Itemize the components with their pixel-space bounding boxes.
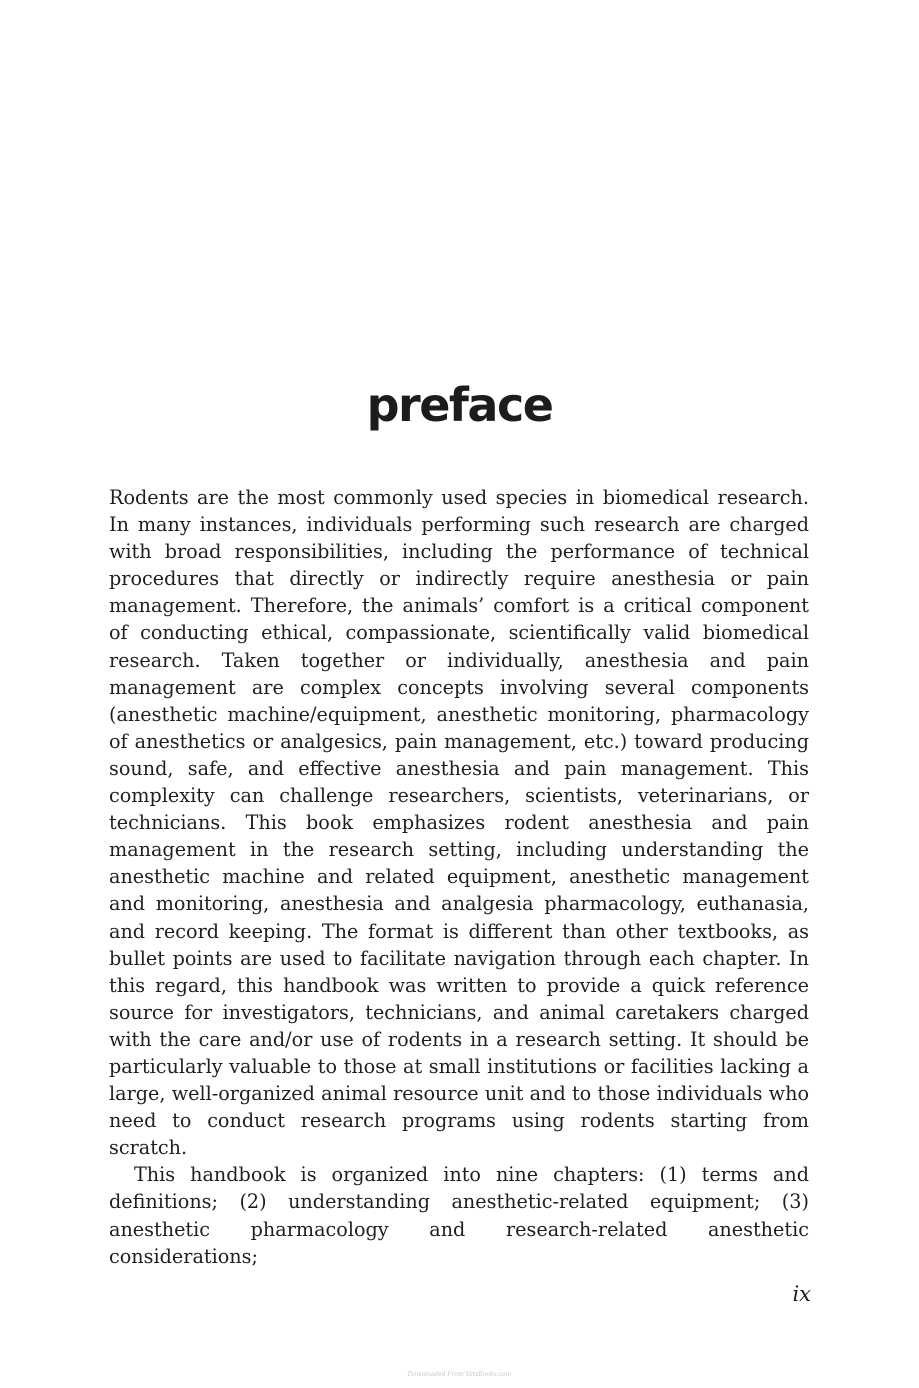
paragraph-1: Rodents are the most commonly used species in biomedical research. In many instances, individuals performing such research are charged with broad responsibilities, including the performance of technical procedures that directly or indirectly require anesthesia or pain management. Therefore, the animals’ comfort is a critical component of conducting ethical, compassionate, scientifically valid biomedical research. Taken together or individually, anesthesia and pain management are complex concepts involving several components (anesthetic machine/equipment, anesthetic monitoring, pharmacology of anesthetics or analgesics, pain management, etc.) toward producing sound, safe, and effective anesthesia and pain management. This complexity can challenge researchers, scientists, veterinarians, or technicians. This book emphasizes rodent anesthesia and pain management in the research setting, including understanding the anesthetic machine and related equipment, anesthetic management and monitoring, anesthesia and analgesia pharmacology, euthanasia, and record keeping. The format is different than other textbooks, as bullet points are used to facilitate navigation through each chapter. In this regard, this handbook was written to provide a quick reference source for investigators, technicians, and animal caretakers charged with the care and/or use of rodents in a research setting. It should be particularly valuable to those at small institutions or facilities lacking a large, well-organized animal resource unit and to those individuals who need to conduct research programs using rodents starting from scratch. bbox=[109, 486, 809, 1160]
paragraph-2: This handbook is organized into nine chapters: (1) terms and definitions; (2) understanding anesthetic-related equipment; (3) anesthetic pharmacology and research-related anesthetic considerations; bbox=[109, 1163, 809, 1268]
page-title: preface bbox=[366, 378, 553, 432]
watermark: Downloaded From VetsBooks.com bbox=[407, 1371, 512, 1378]
page-number: ix bbox=[792, 1282, 811, 1306]
body-text bbox=[109, 484, 809, 1270]
